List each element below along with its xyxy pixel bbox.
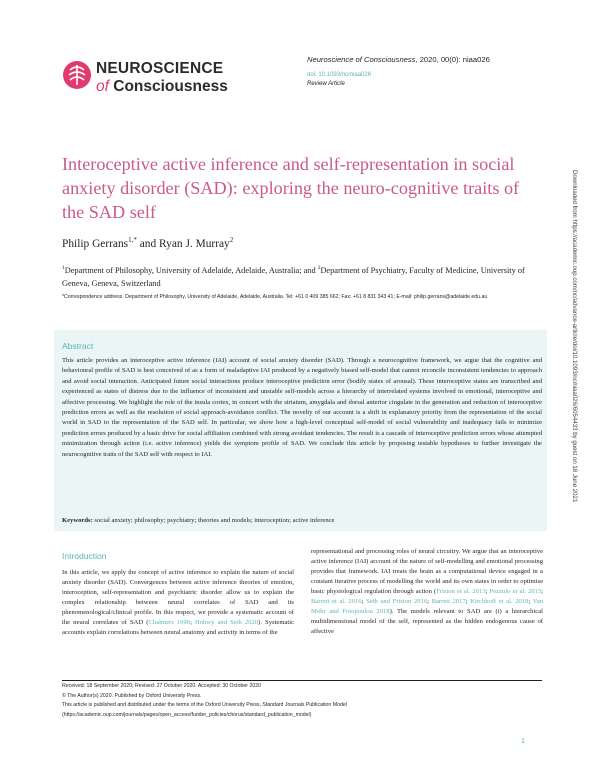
copyright-notice: © The Author(s) 2020. Published by Oxford University Press. <box>62 692 202 699</box>
body-text: representational and processing roles of neural circuitry. We argue that an interoceptive active inference (IAI) account of the nature of self-modelling and emotional processing provides that framework. IAI treats the brain as a computational device engaged in a constant iterative process of modelling the world and its own states in order to optimise basic physiological regulation through action ( <box>311 548 543 596</box>
journal-logo <box>62 58 232 98</box>
body-text: ). The models relevant to SAD are (i) a hierarchical multidimensional model of the self, represented as the hidden endogenous cause of affective <box>311 608 543 636</box>
body-text: ; <box>465 598 471 606</box>
publication-dates: Received: 18 September 2020; Revised: 27 October 2020. Accepted: 30 October 2020 <box>62 683 261 689</box>
affiliation-text: Department of Psychiatry, Faculty of Medicine, University of Geneva, Geneva, Switzerland <box>62 265 525 288</box>
body-column-right <box>311 547 543 637</box>
journal-pages: , 2020, 00(0): niaa026 <box>415 55 490 64</box>
footnotes <box>62 682 542 720</box>
body-text: ; <box>528 598 533 606</box>
brain-logo-icon <box>62 60 92 90</box>
logo-text-consciousness <box>96 78 228 96</box>
body-column-left <box>62 568 294 638</box>
citation-link[interactable]: Kirchhoff et al. 2018 <box>470 598 529 606</box>
affil-marker: 1 <box>62 265 65 271</box>
citation-link[interactable]: Pezzulo et al. 2015 <box>489 588 542 596</box>
abstract-heading: Abstract <box>62 341 94 351</box>
citation-link[interactable]: Friston et al. 2013 <box>436 588 486 596</box>
article-title: Interoceptive active inference and self-representation in social anxiety disorder (SAD): exploring the neuro-cognitive traits of the SAD self <box>62 154 520 222</box>
introduction-heading: Introduction <box>62 551 107 561</box>
citation-link[interactable]: Seth and Friston 2016 <box>366 598 428 606</box>
correspondence-note: *Correspondence address. Department of Philosophy, University of Adelaide, Adelaide, Australia. Tel: +61 0 409 385 662; Fax: +61 8 831 343 41; E-mail: philip.gerrans@adelaide.edu.au <box>62 294 488 300</box>
citation-link[interactable]: Barrett et al. 2016 <box>311 598 362 606</box>
body-text: ; <box>190 619 195 627</box>
body-text: ; <box>427 598 432 606</box>
citation-link[interactable]: Van Mohr and Fotopoulou 2018 <box>311 598 544 616</box>
body-text: In this article, we apply the concept of active inference to explain the nature of social anxiety disorder (SAD). Convergences between active inference theories of emotion, interoception, self-representation and psychiatric disorder allow us to explain the complex relationship between neural correlates of SAD and its phenomenological/clinical profile. In this respect, we provide a systematic account of the neural correlates of SAD ( <box>62 569 294 627</box>
keywords-line <box>62 517 334 524</box>
abstract-text: This article provides an interoceptive active inference (IAI) account of social anxiety disorder (SAD). Through a neurocognitive framework, we argue that the cognitive and behavioural profile of SAD is best conceived of as a form of maladaptive IAI produced by a negatively biased self-model that cannot reconcile inconsistent tendencies to approach and avoid social interaction. Anticipated future social interactions produce interoceptive prediction error (bodily states of arousal). These interoceptive states are transcribed and experienced as states of distress due to the influence of inconsistent and unstable self-models across a hierarchy of interrelated systems involved in emotional, interoceptive and affective processing. We highlight the role of the insula cortex, in concert with the striatum, amygdala and dorsal anterior cingulate in the generation and reduction of interoceptive prediction errors as well as the resolution of social approach-avoidance conflict. The novelty of our account is a shift in explanatory priority from the representation of the social world in SAD to the representation of the SAD self. In particular, we show how a high-level conceptual self-model of social vulnerability and inadequacy fails to minimize prediction errors produced by a basic drive for social affiliation combined with strong avoidant tendencies. The result is a cascade of interoceptive prediction errors whose attempted minimization through action (i.e. active inference) yields the symptom profile of SAD. We conclude this article by proposing testable hypotheses to further investigate the neurocognitive traits of the SAD self with respect to IAI. <box>62 357 542 458</box>
author-conjunction: and <box>136 237 160 250</box>
logo-text-of: of <box>96 78 109 95</box>
author-affil-marker: 1,* <box>128 236 137 244</box>
footnote-divider <box>62 680 542 681</box>
body-text: ). Systematic accounts explain correlations between neural anatomy and activity in terms of the <box>62 619 294 637</box>
citation-link[interactable]: Chalmers 1996 <box>148 619 191 627</box>
doi-link[interactable]: doi: 10.1093/nc/niaa026 <box>307 72 372 78</box>
body-text: ; <box>485 588 490 596</box>
author-name: Ryan J. Murray <box>159 237 230 250</box>
logo-text-con: Consciousness <box>113 78 228 95</box>
body-text: ; <box>541 588 543 596</box>
download-watermark: Downloaded from https://academic.oup.com/nc/advance-article/doi/10.1093/nc/niaa026/6054433 by guest on 18 June 2021 <box>571 170 578 503</box>
journal-name: Neuroscience of Consciousness <box>307 55 416 64</box>
affiliations <box>62 262 542 290</box>
keywords-list: social anxiety; philosophy; psychiatry; theories and models; interoception; active inference <box>92 517 335 524</box>
journal-reference <box>307 55 490 64</box>
author-name: Philip Gerrans <box>62 237 129 250</box>
author-list <box>62 236 233 250</box>
license-notice: This article is published and distributed under the terms of the Oxford University Press, Standard Journals Publication Model (https://academic.oup.com/journals/pages/open_access/funder_policies/chorus/standard_publication_model) <box>62 702 347 718</box>
article-type: Review Article <box>307 81 345 87</box>
logo-text-neuroscience: NEUROSCIENCE <box>96 60 224 77</box>
affiliation-text: Department of Philosophy, University of Adelaide, Adelaide, Australia; and <box>64 265 318 275</box>
body-text: ; <box>361 598 367 606</box>
citation-link[interactable]: Hohwy and Seth 2020 <box>195 619 259 627</box>
affil-marker: 2 <box>317 265 321 271</box>
keywords-label: Keywords: <box>62 517 93 524</box>
page-number: 1 <box>521 738 525 745</box>
author-affil-marker: 2 <box>229 236 234 244</box>
citation-link[interactable]: Barrett 2017 <box>431 598 466 606</box>
